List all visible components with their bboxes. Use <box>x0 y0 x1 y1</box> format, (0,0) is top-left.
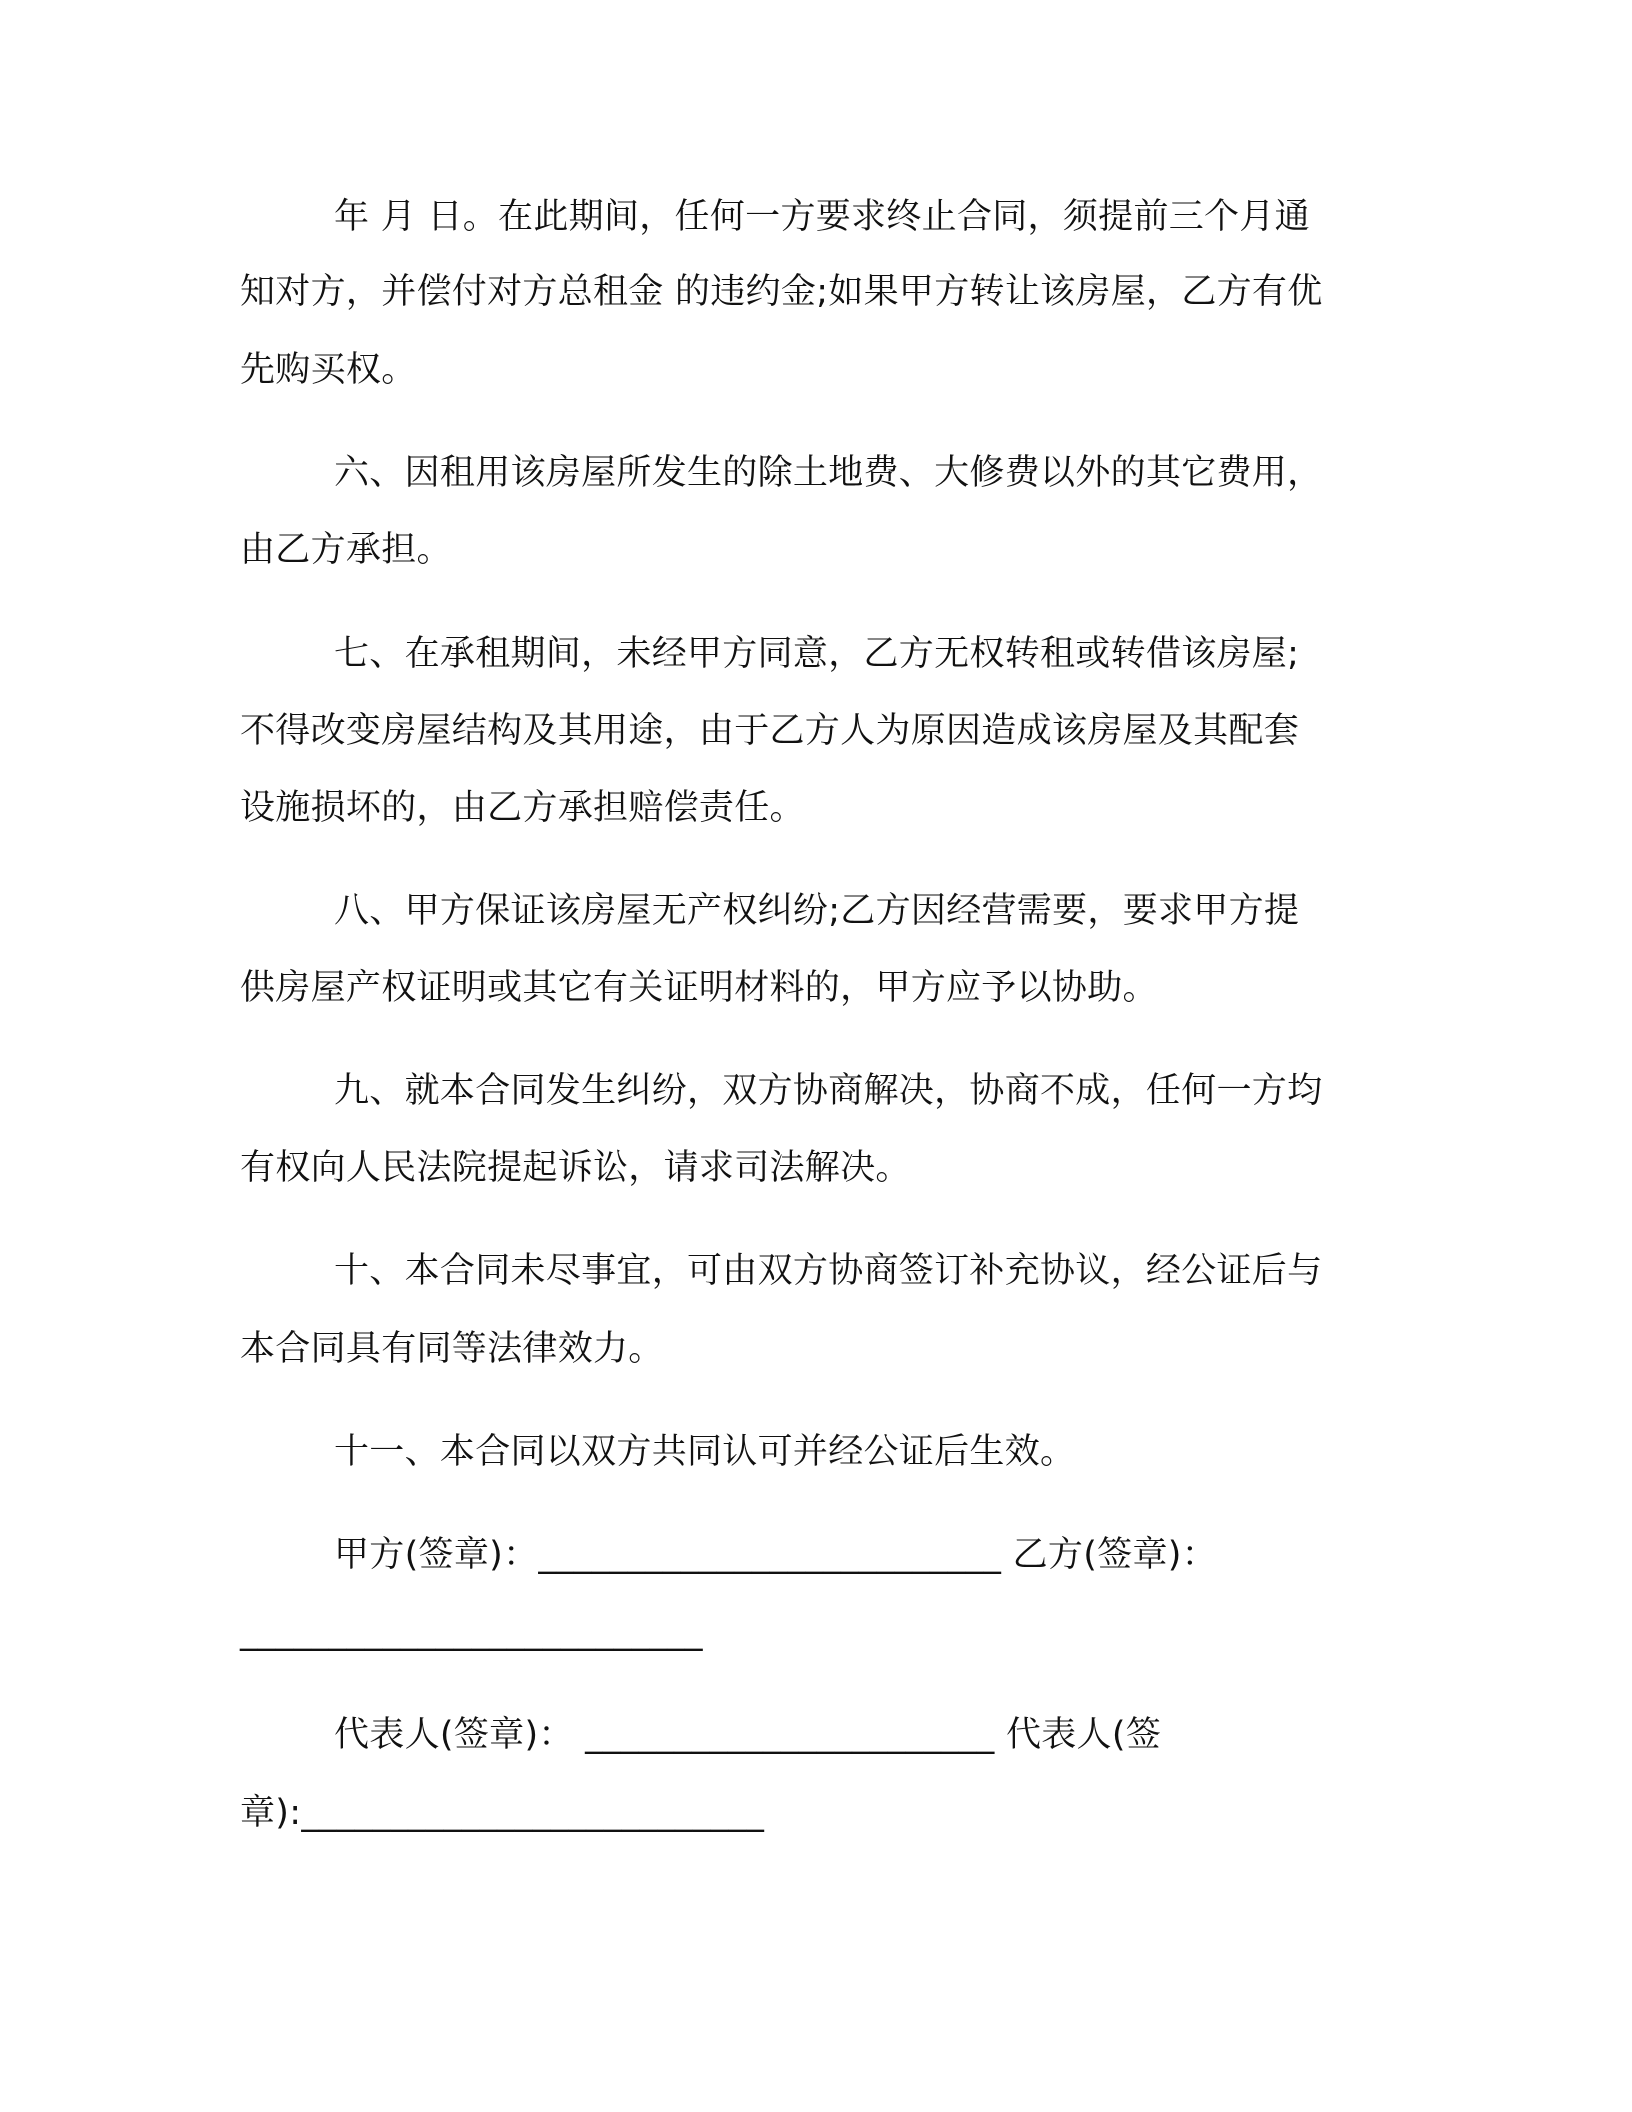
signature-line: __________________________ <box>240 1612 703 1652</box>
signature-line: 代表人(签章)： _______________________ 代表人(签 <box>334 1715 1162 1755</box>
text-line: 设施损坏的，由乙方承担赔偿责任。 <box>240 788 805 828</box>
text-line: 本合同具有同等法律效力。 <box>240 1329 664 1369</box>
text-line: 先购买权。 <box>240 350 417 390</box>
text-line: 十一、本合同以双方共同认可并经公证后生效。 <box>334 1432 1076 1472</box>
text-line: 九、就本合同发生纠纷，双方协商解决，协商不成，任何一方均 <box>334 1071 1323 1111</box>
text-line: 六、因租用该房屋所发生的除土地费、大修费以外的其它费用， <box>334 453 1323 493</box>
text-line: 知对方，并偿付对方总租金 的违约金;如果甲方转让该房屋，乙方有优 <box>240 272 1323 312</box>
signature-line: 甲方(签章)：__________________________ 乙方(签章)： <box>334 1535 1218 1575</box>
text-line: 有权向人民法院提起诉讼，请求司法解决。 <box>240 1148 911 1188</box>
text-line: 由乙方承担。 <box>240 530 452 570</box>
text-line: 七、在承租期间，未经甲方同意，乙方无权转租或转借该房屋; <box>334 634 1300 674</box>
text-line: 不得改变房屋结构及其用途，由于乙方人为原因造成该房屋及其配套 <box>240 711 1300 751</box>
text-line: 八、甲方保证该房屋无产权纠纷;乙方因经营需要，要求甲方提 <box>334 891 1300 931</box>
signature-line: 章):__________________________ <box>240 1793 765 1833</box>
text-line: 年 月 日。在此期间，任何一方要求终止合同，须提前三个月通 <box>334 197 1310 237</box>
text-line: 十、本合同未尽事宜，可由双方协商签订补充协议，经公证后与 <box>334 1251 1323 1291</box>
text-line: 供房屋产权证明或其它有关证明材料的，甲方应予以协助。 <box>240 968 1158 1008</box>
